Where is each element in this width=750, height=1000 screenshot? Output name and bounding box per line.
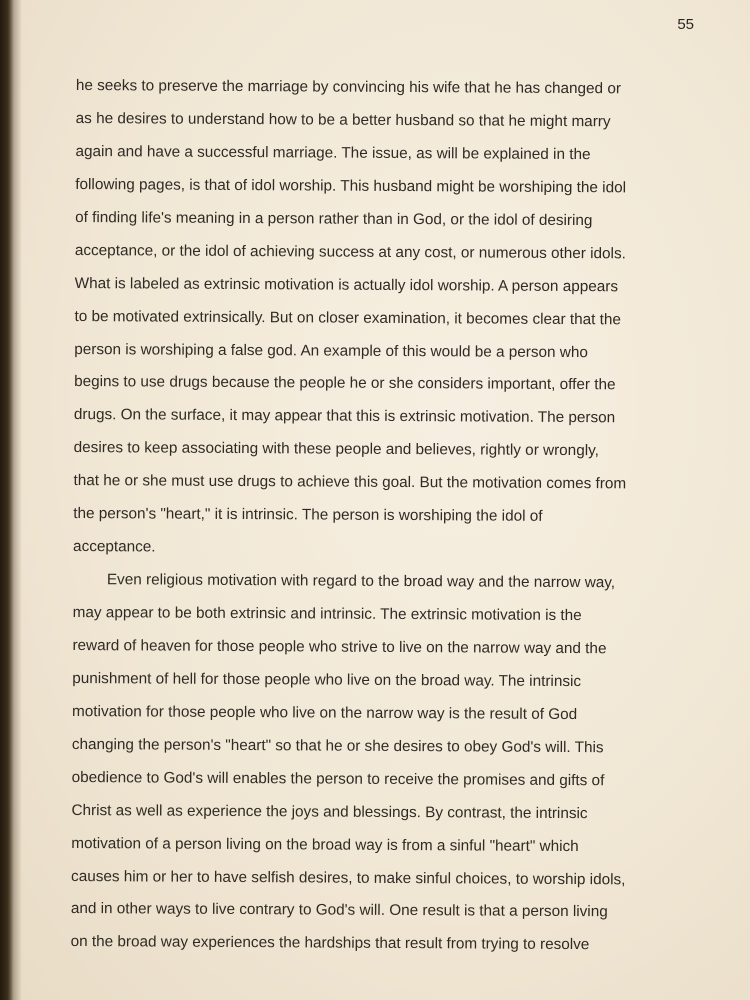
text-line: person is worshiping a false god. An example of this would be a person who	[74, 340, 588, 361]
text-line: What is labeled as extrinsic motivation is actually idol worship. A person appears	[74, 274, 619, 295]
text-line: as he desires to understand how to be a better husband so that he might marry	[75, 109, 611, 131]
book-page	[14, 0, 750, 1000]
text-line: punishment of hell for those people who live on the broad way. The intrinsic	[72, 669, 582, 690]
text-line: motivation for those people who live on the narrow way is the result of God	[72, 702, 578, 723]
text-line: and in other ways to live contrary to God's will. One result is that a person living	[70, 900, 608, 921]
book-binding-edge	[0, 0, 22, 1000]
text-line: Even religious motivation with regard to the broad way and the narrow way,	[106, 571, 616, 592]
text-line: may appear to be both extrinsic and intrinsic. The extrinsic motivation is the	[72, 603, 582, 625]
text-line: on the broad way experiences the hardships that result from trying to resolve	[70, 933, 590, 954]
text-line: the person's "heart," it is intrinsic. The person is worshiping the idol of	[73, 505, 543, 526]
text-line: changing the person's "heart" so that he or she desires to obey God's will. This	[71, 735, 604, 756]
text-line: he seeks to preserve the marriage by convincing his wife that he has changed or	[75, 76, 622, 98]
text-line: desires to keep associating with these people and believes, rightly or wrongly,	[73, 439, 599, 460]
text-line: motivation of a person living on the broad way is from a sinful "heart" which	[71, 834, 579, 855]
text-line: acceptance, or the idol of achieving success at any cost, or numerous other idols.	[74, 241, 626, 263]
text-line: begins to use drugs because the people he or she considers important, offer the	[74, 373, 616, 394]
text-line: to be motivated extrinsically. But on closer examination, it becomes clear that the	[74, 307, 621, 328]
body-text	[71, 70, 696, 963]
text-line: acceptance.	[73, 538, 156, 556]
text-line: following pages, is that of idol worship. This husband might be worshiping the idol	[75, 175, 627, 197]
text-line: obedience to God's will enables the person to receive the promises and gifts of	[71, 768, 605, 789]
text-line: causes him or her to have selfish desires, to make sinful choices, to worship idols,	[71, 867, 626, 888]
text-line: that he or she must use drugs to achieve this goal. But the motivation comes from	[73, 472, 627, 493]
text-line: again and have a successful marriage. The issue, as will be explained in the	[75, 142, 591, 164]
text-line: drugs. On the surface, it may appear that this is extrinsic motivation. The person	[73, 406, 616, 427]
page-number: 55	[677, 16, 694, 33]
text-line: Christ as well as experience the joys and blessings. By contrast, the intrinsic	[71, 801, 588, 822]
text-line: of finding life's meaning in a person rather than in God, or the idol of desiring	[75, 208, 593, 229]
text-line: reward of heaven for those people who strive to live on the narrow way and the	[72, 636, 607, 658]
